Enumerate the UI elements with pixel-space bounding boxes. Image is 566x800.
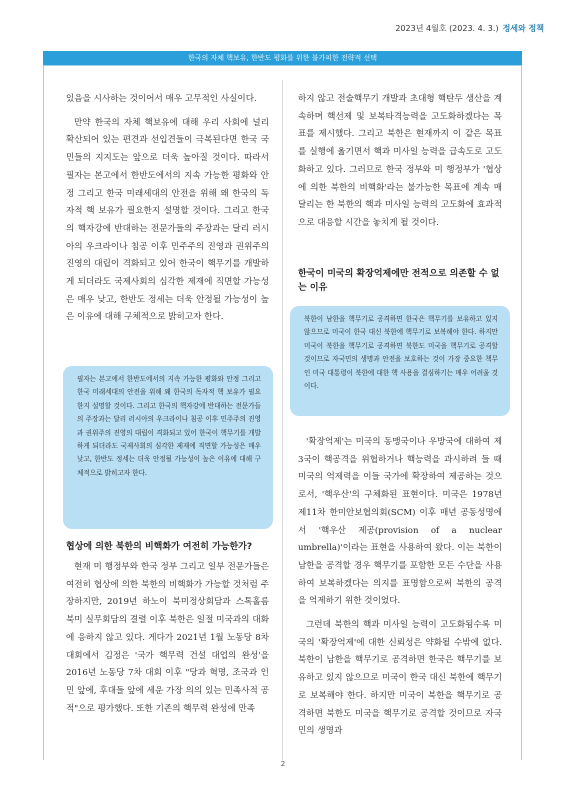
banner-rule (43, 65, 522, 66)
section-heading: 한국이 미국의 확장억제에만 전적으로 의존할 수 없는 이유 (298, 269, 500, 293)
paragraph: 있음을 시사하는 것이어서 매우 고무적인 사실이다. (66, 94, 257, 104)
right-section-heading (298, 267, 508, 295)
page-frame-left (43, 66, 44, 760)
paragraph: 만약 한국의 자체 핵보유에 대해 우리 사회에 널리 확산되어 있는 편견과 선입견들이 극복된다면 한국 국민들의 지지도는 앞으로 더욱 높아질 것이다. 따라서 필자는 본고에서 한반도에서의 지속 가능한 평화와 안정 그리고 한국 미래세대의 안전을 위해 왜 한국의 독자적 핵 보유가 필요한지 설명할 것이다. 그리고 한국의 핵자강에 반대하는 전문가들의 주장과는 달리 러시아의 우크라이나 침공 이후 민주주의 진영과 권위주의 진영의 대립이 격화되고 있어 한국이 핵무기를 개발하게 되더라도 국제사회의 심각한 제재에 직면할 가능성은 매우 낮고, 한반도 정세는 더욱 안정될 가능성이 높은 이유에 대해 구체적으로 밝히고자 한다. (66, 117, 269, 323)
right-column-top (298, 91, 502, 239)
section-heading: 협상에 의한 북한의 비핵화가 여전히 가능한가? (66, 542, 253, 552)
column-divider (282, 80, 283, 760)
issue-date-text: 2023년 4월호 (2023. 4. 3.) (395, 24, 499, 33)
paragraph: '확장억제'는 미국의 동맹국이나 우방국에 대하여 제3국이 핵공격을 위협하거나 핵능력을 과시하려 들 때 미국의 억제력을 이들 국가에 확장하여 제공하는 것으로서, '핵우산'의 구체화된 표현이다. 미국은 1978년 제11차 한미안보협의회(SCM) 이후 매년 공동성명에서 '핵우산 제공(provision of a nuclear umbrella)'이라는 표현을 사용하여 왔다. 이는 북한이 남한을 공격할 경우 핵무기를 포함한 모든 수단을 사용하여 보복하겠다는 의지를 표명함으로써 북한의 공격을 억제하기 위한 것이었다. (298, 437, 502, 607)
paragraph: 그런데 북한의 핵과 미사일 능력이 고도화됨수록 미국의 '확장억제'에 대한 신뢰성은 약화될 수밖에 없다. 북한이 남한을 핵무기로 공격하면 한국은 핵무기를 보유하고 있지 않으므로 미국이 한국 대신 북한에 핵무기로 보복해야 한다. 하지만 미국이 북한을 핵무기로 공격하면 북한도 미국을 핵무기로 공격할 것이므로 자국민의 생명과 (298, 620, 502, 737)
page-number: 2 (280, 760, 286, 768)
page-frame-right (521, 66, 522, 760)
right-column-bottom (298, 434, 502, 747)
article-subtitle-banner: 한국의 자체 핵보유, 한반도 평화를 위한 불가피한 전략적 선택 (43, 51, 522, 65)
paragraph: 현재 미 행정부와 한국 정부 그리고 일부 전문가들은 여전히 협상에 의한 북한의 비핵화가 가능할 것처럼 주장하지만, 2019년 하노이 북미정상회담과 스톡홀름 북미 실무회담의 결렬 이후 북한은 일절 미국과의 대화에 응하지 않고 있다. 게다가 2021년 1월 노동당 8차 대회에서 김정은 '국가 핵무력 건설 대업의 완성'을 2016년 노동당 7차 대회 이후 "당과 혁명, 조국과 인민 앞에, 후대들 앞에 세운 가장 의의 있는 민족사적 공적"으로 평가했다. 또한 기존의 핵무력 완성에 만족 (66, 562, 269, 714)
callout-box-right: 북한이 남한을 핵무기로 공격하면 한국은 핵무기를 보유하고 있지 않으므로 미국이 한국 대신 북한에 핵무기로 보복해야 한다. 하지만 미국이 북한을 핵무기로 공격하면 북한도 미국을 핵무기로 공격할 것이므로 자국민의 생명과 안전을 보호하는 것이 가장 중요한 책무인 미국 대통령이 북한에 대한 핵 사용을 결심하기는 매우 어려울 것이다. (290, 306, 510, 416)
series-title: 정세와 정책 (502, 24, 544, 33)
issue-date (340, 23, 544, 34)
paragraph: 하지 않고 전술핵무기 개발과 초대형 핵탄두 생산을 계속하며 핵선제 및 보복타격능력을 고도화하겠다는 목표를 제시했다. 그리고 북한은 현재까지 이 같은 목표를 실행에 옮기면서 핵과 미사일 능력을 급속도로 고도화하고 있다. 그러므로 한국 정부와 미 행정부가 '협상에 의한 북한의 비핵화'라는 불가능한 목표에 계속 매달리는 한 북한의 핵과 미사일 능력의 고도화에 효과적으로 대응할 시간을 놓치게 될 것이다. (298, 94, 502, 228)
left-column-top (66, 91, 269, 333)
left-column-bottom (66, 540, 269, 724)
callout-box-left: 필자는 본고에서 한반도에서의 지속 가능한 평화와 안정 그리고 한국 미래세대의 안전을 위해 왜 한국의 독자적 핵 보유가 필요한지 설명할 것이다. 그리고 한국의 핵자강에 반대하는 전문가들의 주장과는 달리 러시아의 우크라이나 침공 이후 민주주의 진영과 권위주의 진영의 대립이 격화되고 있어 한국이 핵무기를 개발하게 되더라도 국제사회의 심각한 제재에 직면할 가능성은 매우 낮고, 한반도 정세는 더욱 안정될 가능성이 높은 이유에 대해 구체적으로 밝히고자 한다. (63, 366, 273, 529)
